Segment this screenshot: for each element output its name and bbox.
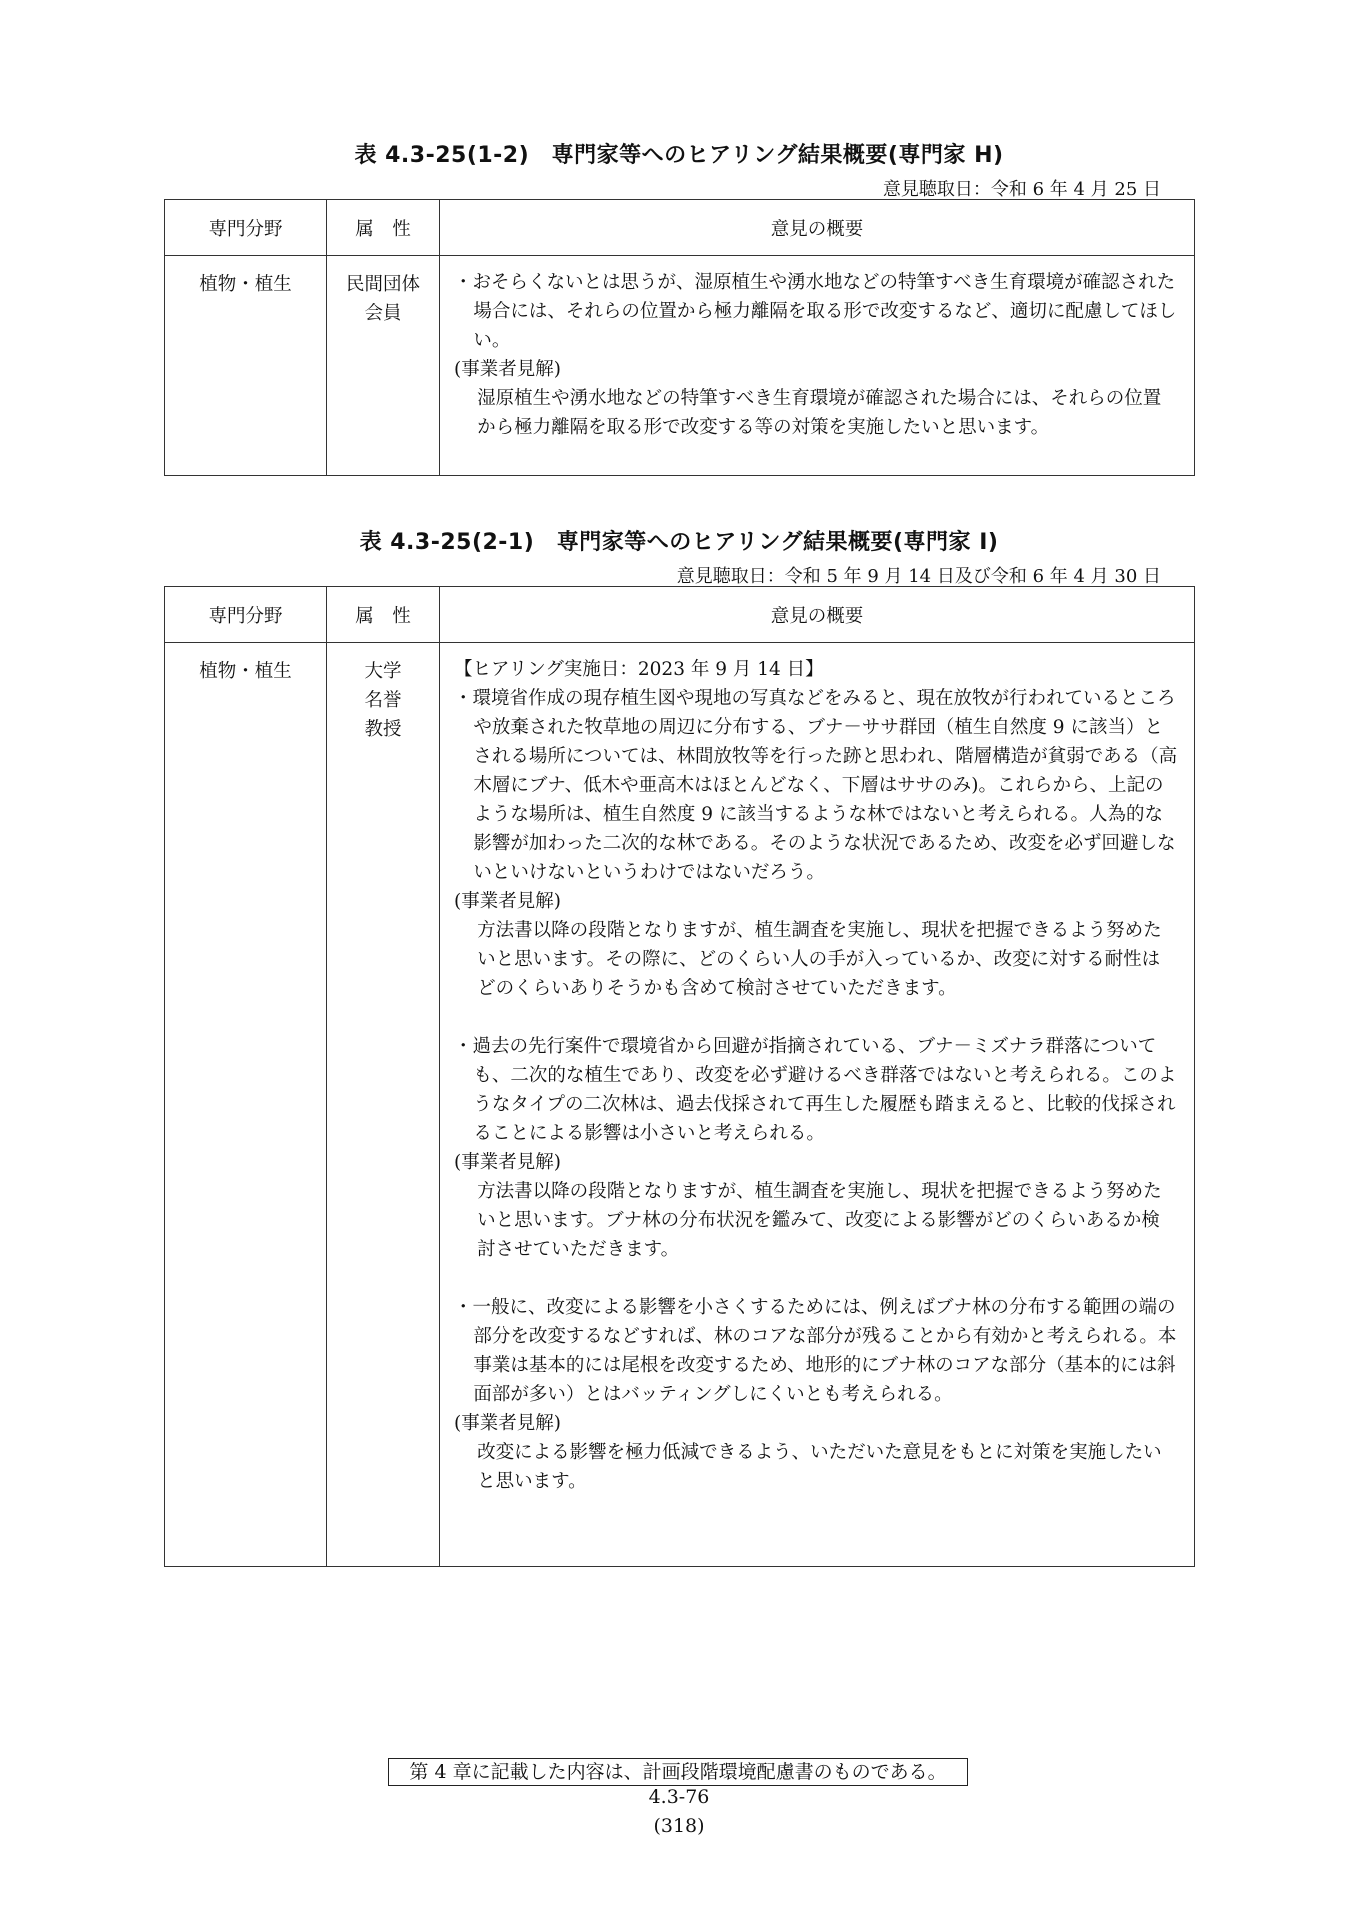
table1-attr [327, 256, 440, 476]
table1-response: 湿原植生や湧水地などの特筆すべき生育環境が確認された場合には、それらの位置から極力離隔を取る形で改変する等の対策を実施したいと思います。 [477, 388, 1162, 438]
table1-row [165, 256, 1195, 476]
table2-date: 意見聴取日：令和 5 年 9 月 14 日及び令和 6 年 4 月 30 日 [676, 566, 1161, 587]
table1-attr-line: 民間団体 [345, 274, 420, 295]
table2-response-label-2: (事業者見解) [454, 1152, 561, 1173]
table2-row [165, 643, 1195, 1567]
table1-header-field: 専門分野 [165, 200, 327, 256]
table1-header-opinion: 意見の概要 [440, 200, 1195, 256]
table2-response-3: 改変による影響を極力低減できるよう、いただいた意見をもとに対策を実施したいと思います。 [477, 1442, 1162, 1492]
table2-opinion-3: ・一般に、改変による影響を小さくするためには、例えばブナ林の分布する範囲の端の部分を改変するなどすれば、林のコアな部分が残ることから有効かと考えられる。本事業は基本的には尾根を改変するため、地形的にブナ林のコアな部分（基本的には斜面部が多い）とはバッティングしにくいとも考えられる。 [454, 1297, 1177, 1405]
table1-response-label: (事業者見解) [454, 359, 561, 380]
table2-opinion-2: ・過去の先行案件で環境省から回避が指摘されている、ブナ－ミズナラ群落についても、二次的な植生であり、改変を必ず避けるべき群落ではないと考えられる。このようなタイプの二次林は、過去伐採されて再生した履歴も踏まえると、比較的伐採されることによる影響は小さいと考えられる。 [454, 1036, 1177, 1144]
table2-header-opinion: 意見の概要 [440, 587, 1195, 643]
table2-response-label-1: (事業者見解) [454, 891, 561, 912]
table2-attr-line: 大学 [364, 661, 402, 682]
table2-attr-line: 名誉 [364, 690, 402, 711]
table1-opinion: ・おそらくないとは思うが、湿原植生や湧水地などの特筆すべき生育環境が確認された場合には、それらの位置から極力離隔を取る形で改変するなど、適切に配慮してほしい。 [454, 272, 1177, 351]
page-number: 4.3-76 [648, 1786, 710, 1808]
spacer [454, 1003, 1180, 1032]
table2-response-1: 方法書以降の段階となりますが、植生調査を実施し、現状を把握できるよう努めたいと思います。その際に、どのくらい人の手が入っているか、改変に対する耐性はどのくらいありそうかも含めて検討させていただきます。 [477, 920, 1162, 999]
table2-opinion-cell [440, 643, 1195, 1567]
table1 [164, 199, 1195, 476]
table2-attr [327, 643, 440, 1567]
table1-header-row [165, 200, 1195, 256]
table2-attr-line: 教授 [364, 719, 402, 740]
table2-response-label-3: (事業者見解) [454, 1413, 561, 1434]
table2-header-row [165, 587, 1195, 643]
spacer [454, 1264, 1180, 1293]
table2-caption: 表 4.3-25(2-1) 専門家等へのヒアリング結果概要(専門家 I) [359, 530, 999, 555]
table2-field: 植物・植生 [165, 643, 327, 1567]
table1-field: 植物・植生 [165, 256, 327, 476]
footer-note: 第 4 章に記載した内容は、計画段階環境配慮書のものである。 [388, 1758, 968, 1786]
table2-header-attr: 属 性 [327, 587, 440, 643]
table2 [164, 586, 1195, 1567]
table1-attr-line: 会員 [364, 303, 402, 324]
table2-response-2: 方法書以降の段階となりますが、植生調査を実施し、現状を把握できるよう努めたいと思います。ブナ林の分布状況を鑑みて、改変による影響がどのくらいあるか検討させていただきます。 [477, 1181, 1162, 1260]
table2-opinion-1: ・環境省作成の現存植生図や現地の写真などをみると、現在放牧が行われているところや放棄された牧草地の周辺に分布する、ブナ－ササ群団（植生自然度 9 に該当）とされる場所については、林間放牧等を行った跡と思われ、階層構造が貧弱である（高木層にブナ、低木や亜高木はほとんどなく、下層はササのみ)。これらから、上記のような場所は、植生自然度 9 に該当するような林ではないと考えられる。人為的な影響が加わった二次的な林である。そのような状況であるため、改変を必ず回避しないといけないというわけではないだろう。 [454, 688, 1178, 883]
table2-header-field: 専門分野 [165, 587, 327, 643]
page-total: (318) [653, 1815, 705, 1837]
table1-date: 意見聴取日：令和 6 年 4 月 25 日 [882, 179, 1161, 200]
table1-caption: 表 4.3-25(1-2) 専門家等へのヒアリング結果概要(専門家 H) [354, 143, 1004, 168]
table2-hearing-date: 【ヒアリング実施日：2023 年 9 月 14 日】 [454, 659, 824, 680]
table1-header-attr: 属 性 [327, 200, 440, 256]
table1-opinion-cell [440, 256, 1195, 476]
